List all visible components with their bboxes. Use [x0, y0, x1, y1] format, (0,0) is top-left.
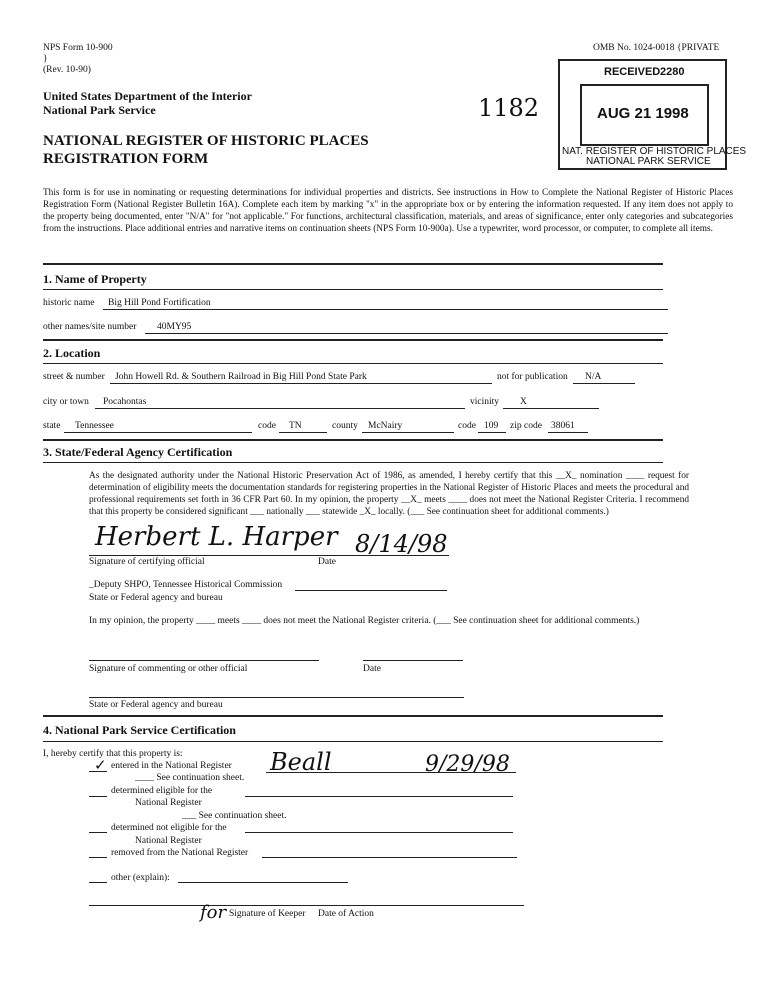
form-subtitle: REGISTRATION FORM [43, 151, 209, 167]
state-value[interactable]: Tennessee [75, 421, 114, 431]
section-1-heading: 1. Name of Property [43, 272, 147, 286]
county-code-value[interactable]: 109 [484, 421, 499, 431]
not-for-pub-line [573, 383, 635, 384]
certifying-date: 8/14/98 [355, 530, 448, 558]
certify-text: I, hereby certify that this property is: [43, 749, 183, 759]
not-for-pub-label: not for publication [497, 372, 568, 382]
commenting-date-label: Date [363, 664, 381, 674]
divider [43, 715, 663, 717]
form-number: NPS Form 10-900 [43, 43, 113, 53]
brace: } [43, 54, 48, 64]
other-line [178, 882, 348, 883]
keeper-sig-line [89, 905, 524, 906]
not-eligible-2: National Register [135, 836, 202, 846]
removed-label: removed from the National Register [111, 848, 249, 858]
determined-eligible-1: determined eligible for the [111, 786, 213, 796]
historic-name-label: historic name [43, 298, 95, 308]
agency: National Park Service [43, 103, 156, 117]
keeper-signature: Beall [270, 748, 332, 776]
code-value[interactable]: TN [289, 421, 302, 431]
historic-name-value[interactable]: Big Hill Pond Fortification [108, 298, 211, 308]
stamp-number: 2280 [660, 66, 685, 78]
divider [43, 263, 663, 265]
city-label: city or town [43, 397, 89, 407]
handwritten-number: 1182 [478, 94, 540, 122]
eligible-line [245, 796, 513, 797]
section-4-heading: 4. National Park Service Certification [43, 723, 236, 737]
divider [43, 741, 663, 742]
stamp-line1: NAT. REGISTER OF HISTORIC PLACES [562, 146, 747, 157]
zip-line [548, 432, 588, 433]
signature-line [89, 555, 449, 556]
divider [43, 289, 663, 290]
not-for-pub-value[interactable]: N/A [585, 372, 602, 382]
revision: (Rev. 10-90) [43, 65, 91, 75]
omb-number: OMB No. 1024-0018 {PRIVATE [593, 43, 720, 53]
opinion-text: In my opinion, the property ____ meets ____ does not meet the National Register criteria. (___ See continuation sheet for additional comments.) [89, 616, 640, 626]
state-label: state [43, 421, 61, 431]
vicinity-line [503, 408, 599, 409]
code-line [279, 432, 327, 433]
see-continuation-2: ___ See continuation sheet. [182, 811, 287, 821]
zip-label: zip code [510, 421, 542, 431]
sig-label: Signature of certifying official [89, 557, 205, 567]
county-label: county [332, 421, 358, 431]
divider [43, 363, 663, 364]
county-line [362, 432, 454, 433]
zip-value[interactable]: 38061 [551, 421, 575, 431]
other-blank [89, 882, 107, 883]
intro-paragraph: This form is for use in nominating or requesting determinations for individual properties and districts. See instructions in How to Complete the National Register of Historic Places Registration Form (National Register Bulletin 16A). Complete each item by marking "x" in the appropriate box or by entering the information requested. If any item does not apply to the property being documented, enter "N/A" for "not applicable." For functions, architectural classification, materials, and areas of significance, enter only categories and subcategories from the instructions. Place additional entries and narrative items on continuation sheets (NPS Form 10-900a). Use a typewriter, word processor, or computer, to complete all items. [43, 188, 733, 234]
divider [43, 462, 663, 463]
agency-label: State or Federal agency and bureau [89, 593, 223, 603]
not-eligible-blank [89, 832, 107, 833]
agency-value[interactable]: _Deputy SHPO, Tennessee Historical Commission [89, 580, 283, 590]
keeper-date: 9/29/98 [425, 752, 510, 777]
stamp-received: RECEIVED [604, 66, 661, 78]
other-names-line [145, 333, 668, 334]
date-label: Date [318, 557, 336, 567]
action-date-label: Date of Action [318, 909, 374, 919]
removed-blank [89, 857, 107, 858]
form-title: NATIONAL REGISTER OF HISTORIC PLACES [43, 133, 369, 149]
commenting-date-line [363, 660, 463, 661]
county-code-label: code [458, 421, 476, 431]
city-value[interactable]: Pocahontas [103, 397, 147, 407]
other-names-label: other names/site number [43, 322, 137, 332]
keeper-label: Signature of Keeper [229, 909, 306, 919]
check-mark-icon[interactable]: ✓ [94, 758, 107, 774]
street-label: street & number [43, 372, 105, 382]
agency2-line [89, 697, 464, 698]
county-code-line [478, 432, 506, 433]
divider [43, 439, 663, 441]
divider [43, 339, 663, 341]
department: United States Department of the Interior [43, 89, 252, 103]
commenting-sig-line [89, 660, 319, 661]
stamp-line2: NATIONAL PARK SERVICE [586, 156, 711, 167]
vicinity-value[interactable]: X [520, 397, 527, 407]
entered-label: entered in the National Register [111, 761, 232, 771]
street-line [110, 383, 492, 384]
see-continuation-1: ____ See continuation sheet. [135, 773, 245, 783]
other-label: other (explain): [111, 873, 170, 883]
agency-line [295, 590, 447, 591]
certification-paragraph: As the designated authority under the National Historic Preservation Act of 1986, as amended, I hereby certify that this __X_ nomination ____ request for determination of eligibility meets the documentation standards for registering properties in the National Register of Historic Places and meets the procedural and professional requirements set forth in 36 CFR Part 60. In my opinion, the property __X_ meets ____ does not meet the National Register Criteria. I recommend that this property be considered significant ___ nationally ___ statewide _X_ locally. (___ See continuation sheet for additional comments.) [89, 471, 689, 517]
certifying-signature: Herbert L. Harper [95, 522, 338, 552]
eligible-blank [89, 796, 107, 797]
other-names-value[interactable]: 40MY95 [157, 322, 192, 332]
state-line [64, 432, 252, 433]
county-value[interactable]: McNairy [368, 421, 403, 431]
agency2-label: State or Federal agency and bureau [89, 700, 223, 710]
vicinity-label: vicinity [470, 397, 500, 407]
not-eligible-1: determined not eligible for the [111, 823, 227, 833]
determined-eligible-2: National Register [135, 798, 202, 808]
section-2-heading: 2. Location [43, 346, 101, 360]
code-label: code [258, 421, 276, 431]
keeper-entered-line [266, 772, 516, 773]
commenting-label: Signature of commenting or other official [89, 664, 248, 674]
stamp-date: AUG 21 1998 [597, 105, 689, 122]
for-handwritten: for [200, 902, 227, 923]
city-line [95, 408, 465, 409]
removed-line [262, 857, 517, 858]
street-value[interactable]: John Howell Rd. & Southern Railroad in Big Hill Pond State Park [115, 372, 367, 382]
historic-name-line [103, 309, 668, 310]
not-eligible-line [245, 832, 513, 833]
section-3-heading: 3. State/Federal Agency Certification [43, 445, 233, 459]
